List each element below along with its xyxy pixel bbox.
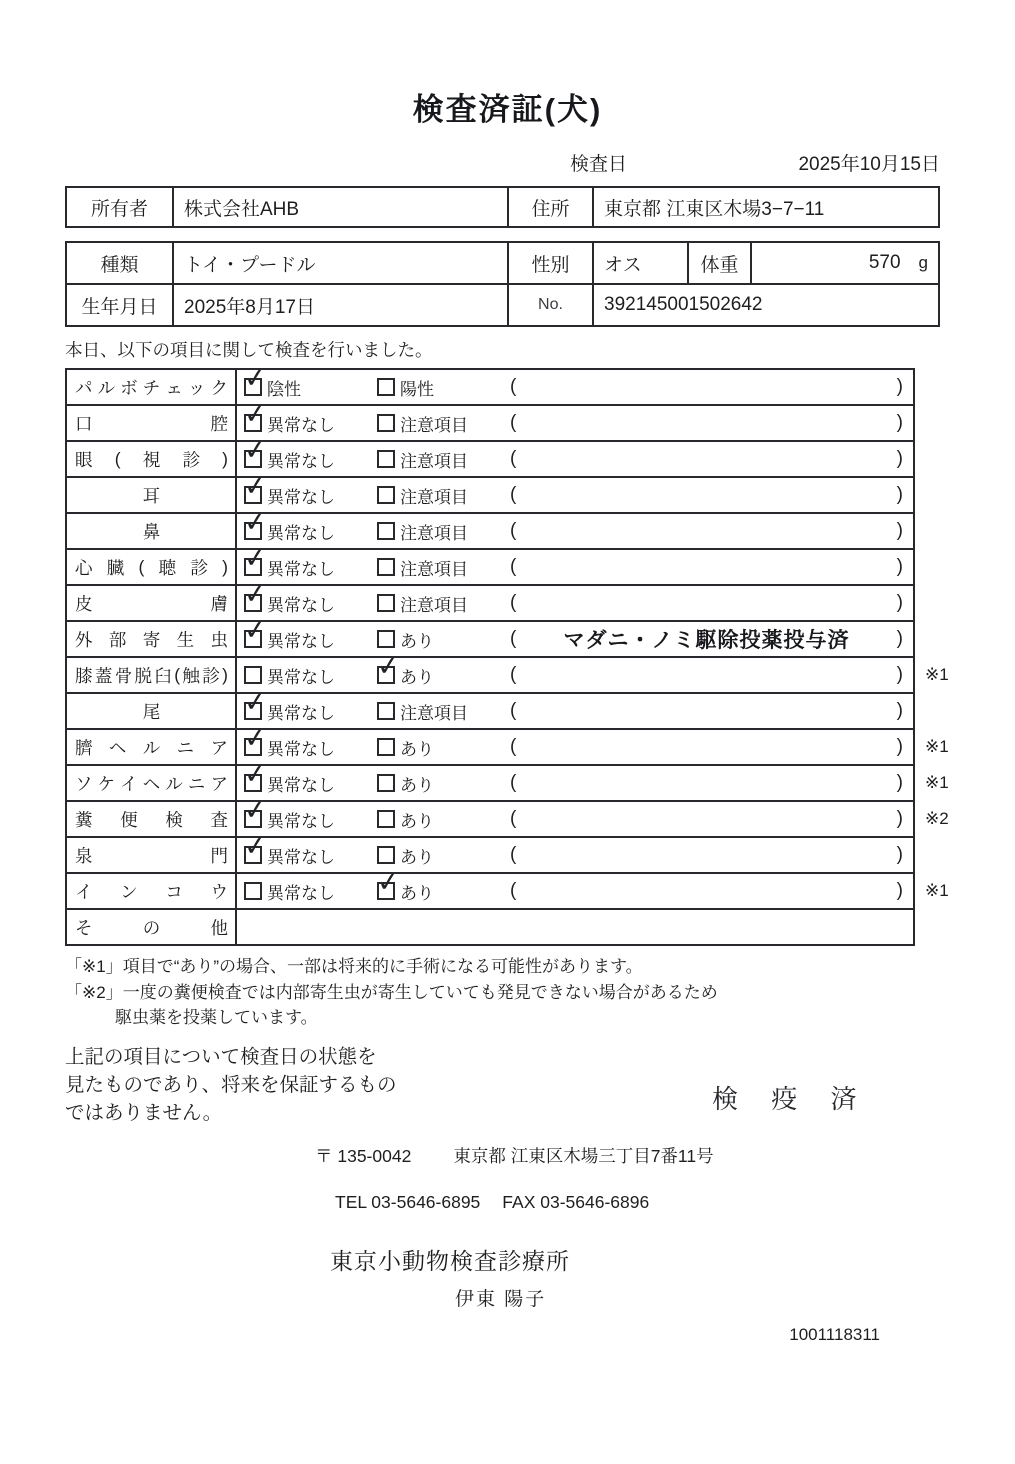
checkmark-icon: ✓ [242,685,269,719]
checkbox-unchecked-icon [377,630,395,648]
owner-row [67,188,938,226]
checklist-row-body [237,649,913,692]
option-label: あり [400,739,434,759]
id-number-value: 392145001502642 [592,285,942,325]
breed-value: トイ・プードル [172,243,507,283]
result-option [377,591,510,616]
checkbox-unchecked-icon [377,702,395,720]
disclaimer-line-3: ではありません。 [65,1102,223,1125]
checklist-row [65,361,915,406]
option-label: 異常なし [267,775,335,795]
remarks-field [510,664,913,686]
checklist-row [65,397,915,442]
quarantine-stamp: 検 疫 済 [712,1083,870,1114]
paren-open: ( [510,808,517,829]
clinic-fax: FAX 03-5646-6896 [502,1192,650,1213]
checkbox-unchecked-icon [377,522,395,540]
checkbox-checked-icon [242,397,269,432]
pet-row-2 [67,283,938,325]
exam-date-label: 検査日 [570,154,628,175]
paren-open: ( [510,772,517,793]
checkmark-icon: ✓ [242,469,269,503]
page-title: 検査済証(犬) [412,92,603,127]
result-option [244,879,377,904]
clinic-address: 東京都 江東区木場三丁目7番11号 [453,1146,714,1167]
result-option [242,541,377,580]
checklist-item-label: 眼 ( 視 診 ) [67,442,237,476]
checkmark-icon: ✓ [242,577,269,611]
checklist-row-body [237,865,913,908]
checkbox-unchecked-icon [377,738,395,756]
checklist-item-label: 糞 便 検 査 [67,802,237,836]
statement-text: 本日、以下の項目に関して検査を行いました。 [65,340,433,360]
checklist-table [65,361,980,946]
checklist-row [65,541,915,586]
option-label: 異常なし [267,487,335,507]
paren-close: ) [896,808,903,829]
sex-value: オス [592,243,687,283]
footnotes-block [65,954,1015,1031]
checkbox-unchecked-icon [377,558,395,576]
paren-open: ( [510,448,517,469]
option-label: 注意項目 [400,487,468,507]
checkbox-unchecked-icon [377,810,395,828]
remarks-field [510,624,913,654]
paren-close: ) [896,736,903,757]
option-label: 注意項目 [400,703,468,723]
option-label: 異常なし [267,451,335,471]
paren-close: ) [896,376,903,397]
result-option [242,577,377,616]
checkmark-icon: ✓ [242,361,269,395]
remarks-field [510,520,913,542]
checkbox-unchecked-icon [244,882,262,900]
option-label: 異常なし [267,883,335,903]
clinic-tel-line [335,1192,1015,1213]
option-label: 異常なし [267,739,335,759]
checklist-item-label: 鼻 [67,514,237,548]
checkbox-checked-icon [242,433,269,468]
clinic-tel: TEL 03-5646-6895 [335,1192,481,1213]
option-label: 異常なし [267,703,335,723]
checkmark-icon: ✓ [242,433,269,467]
checklist-item-label: 膝 蓋 骨 脱 臼 ( 触 診 ) [67,658,237,692]
checklist-row-body [237,910,913,944]
checkbox-unchecked-icon [377,594,395,612]
result-option [242,361,377,400]
option-label: 異常なし [267,523,335,543]
result-option [377,483,510,508]
result-option [377,735,510,760]
paren-close: ) [896,448,903,469]
option-label: 注意項目 [400,523,468,543]
checklist-row-body [237,397,913,440]
checkmark-icon: ✓ [242,757,269,791]
result-option [377,843,510,868]
result-option [242,397,377,436]
result-option [375,649,510,688]
option-label: 注意項目 [400,451,468,471]
checkmark-icon: ✓ [242,397,269,431]
pet-row-1 [67,243,938,283]
checklist-row [65,613,915,658]
result-option [377,375,510,400]
paren-close: ) [896,412,903,433]
owner-address-label: 住所 [507,188,592,226]
paren-open: ( [510,520,517,541]
paren-open: ( [510,736,517,757]
option-label: 注意項目 [400,595,468,615]
checklist-row [65,865,949,910]
option-label: 異常なし [267,631,335,651]
paren-open: ( [510,592,517,613]
option-label: 異常なし [267,667,335,687]
paren-close: ) [896,880,903,901]
checklist-item-label: パ ル ボ チ ェ ッ ク [67,370,237,404]
checkbox-checked-icon [242,613,269,648]
checklist-row [65,577,915,622]
result-option [377,555,510,580]
checkbox-checked-icon [242,361,269,396]
result-option [377,411,510,436]
option-label: あり [400,667,434,687]
weight-value-cell [750,243,942,283]
paren-open: ( [510,556,517,577]
remarks-field [510,844,913,866]
paren-close: ) [896,592,903,613]
checklist-row-body [237,793,913,836]
checklist-row-body [237,433,913,476]
result-option [377,771,510,796]
clinic-postal-code: 〒 135-0042 [315,1146,412,1167]
paren-close: ) [896,628,903,649]
checkmark-icon: ✓ [242,721,269,755]
weight-value: 570 [868,252,901,273]
checklist-row-body [237,829,913,872]
checkmark-icon: ✓ [242,829,269,863]
owner-label: 所有者 [90,198,148,220]
clinic-name: 東京小動物検査診療所 [330,1248,570,1275]
option-label: あり [400,811,434,831]
checklist-row [65,685,915,730]
result-option [377,699,510,724]
footnote-1: 「※1」項目で“あり”の場合、一部は将来的に手術になる可能性があります。 [65,957,643,976]
checkmark-icon: ✓ [242,793,269,827]
checklist-row-body [237,721,913,764]
checklist-row-body [237,505,913,548]
owner-address: 東京都 江東区木場3−7−11 [592,188,942,226]
weight-label: 体重 [687,243,750,283]
sex-label: 性別 [507,243,592,283]
checklist-item-label: 泉 門 [67,838,237,872]
checklist-item-label: 外 部 寄 生 虫 [67,622,237,656]
checkmark-icon: ✓ [242,541,269,575]
exam-date-value: 2025年10月15日 [798,154,940,175]
paren-close: ) [896,556,903,577]
result-option [377,627,510,652]
paren-close: ) [896,700,903,721]
checkbox-checked-icon [242,685,269,720]
paren-open: ( [510,844,517,865]
option-label: あり [400,631,434,651]
footnote-mark: ※1 [925,665,949,684]
paren-open: ( [510,484,517,505]
remarks-field [510,700,913,722]
checklist-row-body [237,613,913,656]
remarks-field [510,484,913,506]
remarks-field [510,808,913,830]
checklist-row [65,793,949,838]
checklist-item-label: 臍 ヘ ル ニ ア [67,730,237,764]
checklist-row [65,757,949,802]
result-option [242,793,377,832]
checkbox-unchecked-icon [377,414,395,432]
checklist-item-label: イ ン コ ウ [67,874,237,908]
checkbox-checked-icon [242,793,269,828]
result-option [242,613,377,652]
paren-open: ( [510,700,517,721]
serial-number: 1001118311 [789,1325,880,1345]
checklist-item-label: 心 臓 ( 聴 診 ) [67,550,237,584]
checklist-row-body [237,685,913,728]
option-label: あり [400,847,434,867]
checkbox-unchecked-icon [377,846,395,864]
checklist-row-body [237,361,913,404]
checkbox-checked-icon [242,541,269,576]
option-label: 異常なし [267,847,335,867]
checklist-row-body [237,469,913,512]
checklist-item-label: 口 腔 [67,406,237,440]
option-label: 陰性 [267,379,301,399]
exam-date-row [65,149,940,176]
remarks-field [510,880,913,902]
paren-open: ( [510,376,517,397]
examiner-name: 伊東 陽子 [455,1289,547,1311]
checklist-item-label: そ の 他 [67,910,237,944]
footnote-2: 「※2」一度の糞便検査では内部寄生虫が寄生していても発見できない場合があるため [65,982,718,1002]
checkbox-checked-icon [242,469,269,504]
result-option [242,721,377,760]
checklist-item-label: 耳 [67,478,237,512]
result-option [242,685,377,724]
remarks-field [510,448,913,470]
paren-open: ( [510,628,517,649]
result-option [242,757,377,796]
paren-close: ) [896,520,903,541]
checklist-item-label: 尾 [67,694,237,728]
result-option [242,433,377,472]
checklist-row-body [237,757,913,800]
footnote-mark: ※1 [925,737,949,756]
checklist-row [65,908,915,946]
option-label: 異常なし [267,811,335,831]
result-option [375,865,510,904]
result-option [377,447,510,472]
paren-close: ) [896,844,903,865]
result-option [377,519,510,544]
paren-close: ) [896,772,903,793]
option-label: 注意項目 [400,415,468,435]
paren-open: ( [510,412,517,433]
paren-close: ) [896,664,903,685]
remarks-field [510,412,913,434]
checkmark-icon: ✓ [242,613,269,647]
checklist-row [65,433,915,478]
remarks-field [510,556,913,578]
checkbox-checked-icon [242,577,269,612]
id-number-label: No. [507,285,592,325]
checklist-row [65,829,915,874]
footnote-3: 駆虫薬を投薬しています。 [115,1008,318,1027]
weight-unit: g [918,253,928,272]
option-label: 陽性 [400,379,434,399]
checkbox-checked-icon [242,505,269,540]
checkbox-unchecked-icon [377,450,395,468]
option-label: 注意項目 [400,559,468,579]
owner-info-table [65,186,940,228]
checkbox-unchecked-icon [377,486,395,504]
birthdate-value: 2025年8月17日 [172,285,507,325]
checkbox-unchecked-icon [244,666,262,684]
paren-open: ( [510,664,517,685]
checkbox-checked-icon [242,829,269,864]
checkmark-icon: ✓ [375,865,402,899]
checkmark-icon: ✓ [242,505,269,539]
remarks-field [510,376,913,398]
breed-label: 種類 [100,254,139,276]
footnote-mark: ※2 [925,809,949,828]
remarks-value: マダニ・ノミ駆除投薬投与済 [563,629,850,652]
disclaimer-line-2: 見たものであり、将来を保証するもの [65,1073,397,1096]
disclaimer-line-1: 上記の項目について検査日の状態を [65,1045,377,1068]
owner-name: 株式会社AHB [172,188,507,226]
option-label: 異常なし [267,559,335,579]
checklist-row-body [237,577,913,620]
footnote-mark: ※1 [925,881,949,900]
paren-close: ) [896,484,903,505]
remarks-field [510,736,913,758]
checklist-row [65,469,915,514]
clinic-address-line [315,1143,1015,1168]
checkbox-unchecked-icon [377,774,395,792]
pet-info-table [65,241,940,327]
result-option [377,807,510,832]
checkmark-icon: ✓ [375,649,402,683]
birthdate-label: 生年月日 [81,296,158,318]
checkbox-checked-icon [242,721,269,756]
checklist-row [65,505,915,550]
option-label: あり [400,883,434,903]
checkbox-unchecked-icon [377,378,395,396]
remarks-field [510,592,913,614]
checkbox-checked-icon [375,865,402,900]
result-option [242,505,377,544]
checklist-row [65,721,949,766]
paren-open: ( [510,880,517,901]
checklist-item-label: ソ ケ イ ヘ ル ニ ア [67,766,237,800]
checkbox-checked-icon [242,757,269,792]
option-label: 異常なし [267,595,335,615]
checklist-row [65,649,949,694]
disclaimer-section [65,1043,940,1128]
footnote-mark: ※1 [925,773,949,792]
result-option [244,663,377,688]
checkbox-checked-icon [375,649,402,684]
remarks-field [510,772,913,794]
option-label: 異常なし [267,415,335,435]
option-label: あり [400,775,434,795]
result-option [242,829,377,868]
checklist-row-body [237,541,913,584]
result-option [242,469,377,508]
checklist-item-label: 皮 膚 [67,586,237,620]
